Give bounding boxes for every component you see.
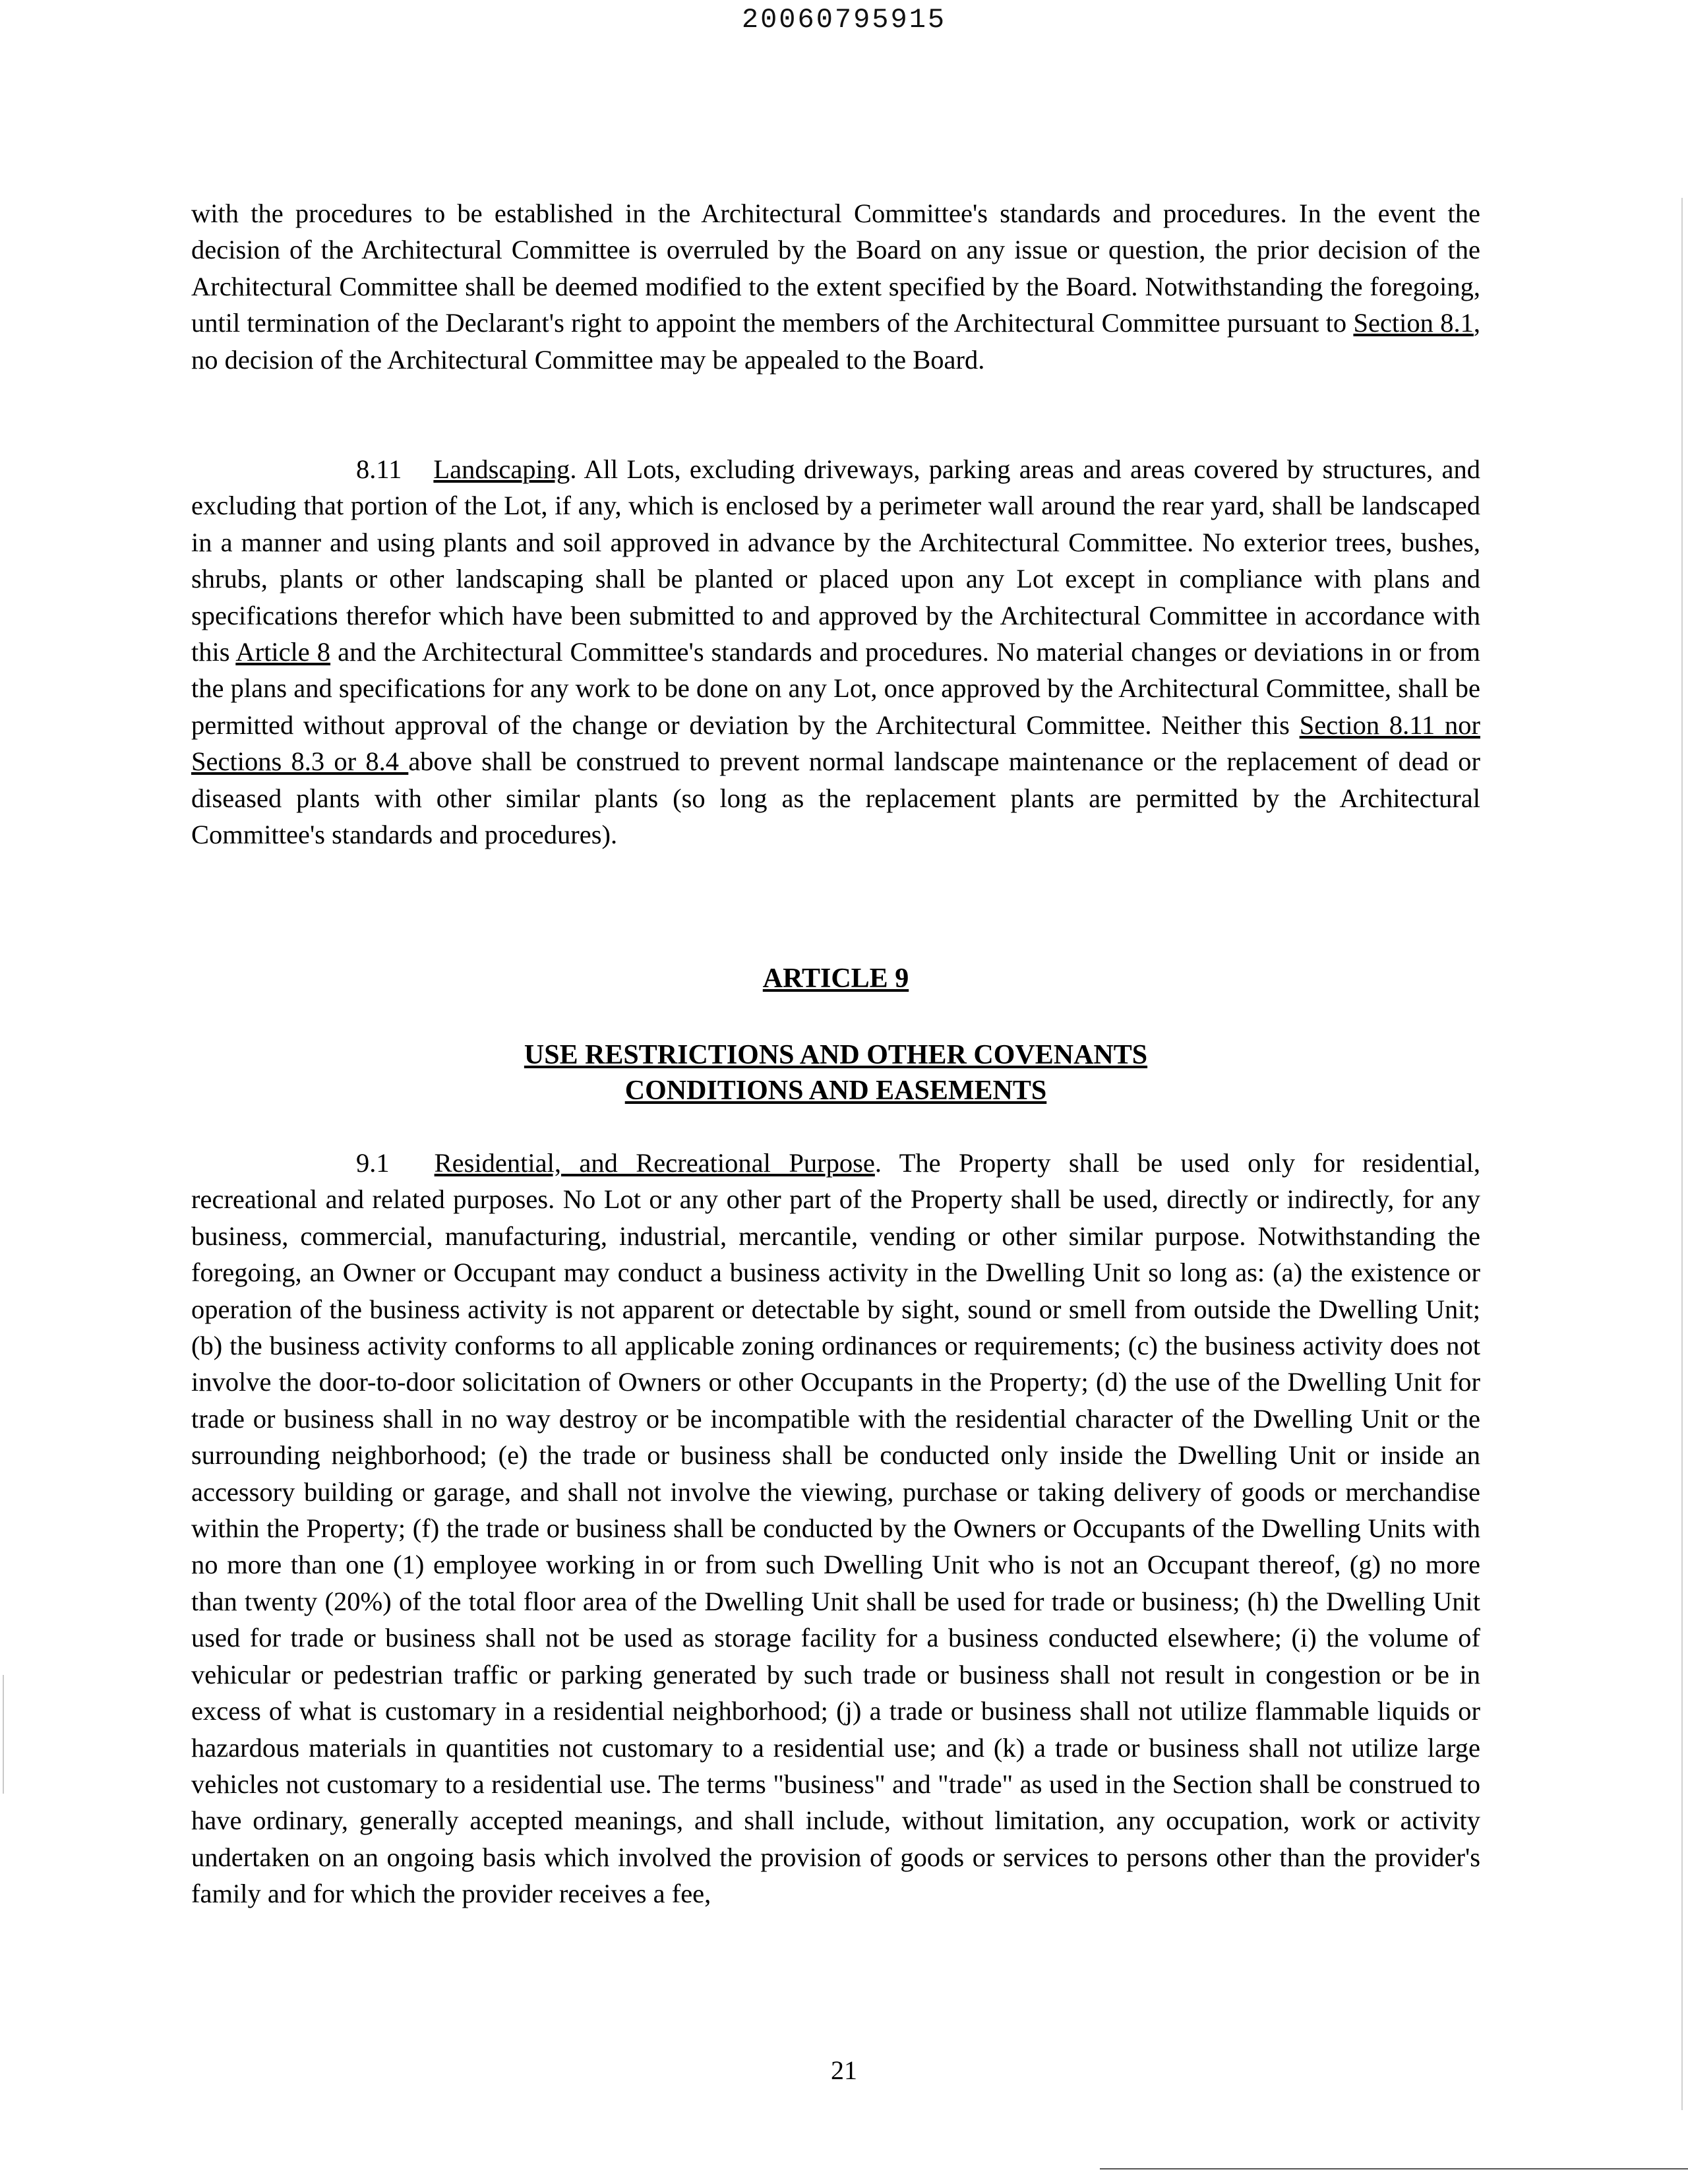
article-reference: Article 8: [235, 637, 331, 667]
paragraph-text: [191, 195, 1480, 378]
article-title: ARTICLE 9: [762, 963, 909, 994]
section-reference: Section 8.11 nor Sections 8.3 or 8.4: [191, 710, 1480, 777]
section-reference: Section 8.1: [1353, 308, 1474, 338]
scan-edge-line: [1681, 198, 1683, 2110]
section-8-11-text: [191, 451, 1480, 853]
section-9-1: [191, 1145, 1480, 1912]
article-subtitle-line-2: CONDITIONS AND EASEMENTS: [624, 1076, 1047, 1106]
page-number: 21: [831, 2055, 857, 2085]
text-run: and the Architectural Committee's standards and procedures. No material changes or deviations in or from the plans and specifications for any work to be done on any Lot, once approved by the Architectural Committee, shall be permitted without approval of the change or deviation by the Architectural Committee. Neither this: [191, 637, 1480, 740]
section-number: 9.1: [356, 1148, 390, 1178]
scan-margin-mark: [3, 1675, 4, 1794]
text-run: above shall be construed to prevent normal landscape maintenance or the replacement of dead or diseased plants with other similar plants (so long as the replacement plants are permitted by the Architectural Committee's standards and procedures).: [191, 746, 1480, 850]
text-run: with the procedures to be established in the Architectural Committee's standards and procedures. In the event the decision of the Architectural Committee is overruled by the Board on any issue or question, the prior decision of the Architectural Committee shall be deemed modified to the extent specified by the Board. Notwithstanding the foregoing, until termination of the Declarant's right to appoint the members of the Architectural Committee pursuant to: [191, 198, 1480, 338]
article-subtitle-line-1: USE RESTRICTIONS AND OTHER COVENANTS: [524, 1040, 1148, 1070]
document-number: 20060795915: [741, 4, 947, 36]
scan-bottom-rule: [1100, 2168, 1688, 2169]
text-run: , no decision of the Architectural Committee may be appealed to the Board.: [191, 308, 1480, 375]
text-run: . The Property shall be used only for residential, recreational and related purposes. No Lot or any other part of the Property shall be used, directly or indirectly, for any business, commercial, manufacturing, industrial, mercantile, vending or other similar purpose. Notwithstanding the foregoing, an Owner or Occupant may conduct a business activity in the Dwelling Unit so long as: (a) the existence or operation of the business activity is not apparent or detectable by sight, sound or smell from outside the Dwelling Unit; (b) the business activity conforms to all applicable zoning ordinances or requirements; (c) the business activity does not involve the door-to-door solicitation of Owners or other Occupants in the Property; (d) the use of the Dwelling Unit for trade or business shall in no way destroy or be incompatible with the residential character of the Dwelling Unit or the surrounding neighborhood; (e) the trade or business shall be conducted only inside the Dwelling Unit or inside an accessory building or garage, and shall not involve the viewing, purchase or taking delivery of goods or merchandise within the Property; (f) the trade or business shall be conducted by the Owners or Occupants of the Dwelling Units with no more than one (1) employee working in or from such Dwelling Unit who is not an Occupant thereof, (g) no more than twenty (20%) of the total floor area of the Dwelling Unit shall be used for trade or business; (h) the Dwelling Unit used for trade or business shall not be used as storage facility for a business conducted elsewhere; (i) the volume of vehicular or pedestrian traffic or parking generated by such trade or business shall not result in congestion or be in excess of what is customary in a residential neighborhood; (j) a trade or business shall not utilize flammable liquids or hazardous materials in quantities not customary to a residential use; and (k) a trade or business shall not utilize large vehicles not customary to a residential use. The terms "business" and "trade" as used in the Section shall be construed to have ordinary, generally accepted meanings, and shall include, without limitation, any occupation, work or activity undertaken on an ongoing basis which involved the provision of goods or services to persons other than the provider's family and for which the provider receives a fee,: [191, 1148, 1480, 1909]
text-run: . All Lots, excluding driveways, parking areas and areas covered by structures, and excluding that portion of the Lot, if any, which is enclosed by a perimeter wall around the rear yard, shall be landscaped in a manner and using plants and soil approved in advance by the Architectural Committee. No exterior trees, bushes, shrubs, plants or other landscaping shall be planted or placed upon any Lot except in compliance with plans and specifications therefor which have been submitted to and approved by the Architectural Committee in accordance with this: [191, 454, 1480, 667]
section-title: Landscaping: [433, 454, 570, 484]
section-9-1-text: [191, 1145, 1480, 1912]
section-8-11: [191, 451, 1480, 853]
paragraph-continued: [191, 195, 1480, 378]
section-number: 8.11: [356, 454, 402, 484]
section-title: Residential, and Recreational Purpose: [434, 1148, 875, 1178]
